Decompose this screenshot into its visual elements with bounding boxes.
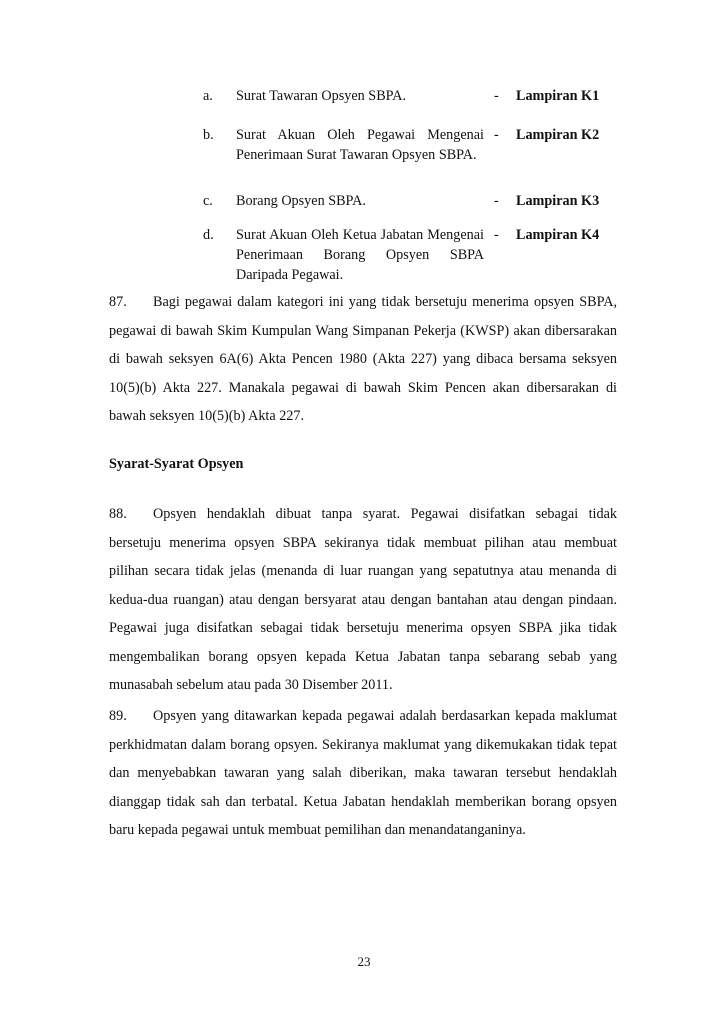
paragraph-89 bbox=[109, 702, 617, 845]
paragraph-87 bbox=[109, 288, 617, 431]
enclosure-letter: d. bbox=[203, 227, 214, 243]
enclosure-letter: b. bbox=[203, 127, 214, 143]
enclosure-letter: c. bbox=[203, 193, 213, 209]
enclosure-dash: - bbox=[494, 127, 499, 143]
enclosure-text: Surat Akuan Oleh Ketua Jabatan Mengenai Penerimaan Borang Opsyen SBPA Daripada Pegawai. bbox=[236, 227, 484, 283]
paragraph-text: Opsyen hendaklah dibuat tanpa syarat. Pegawai disifatkan sebagai tidak bersetuju menerima opsyen SBPA sekiranya tidak membuat pilihan atau membuat pilihan secara tidak jelas (menanda di luar ruangan yang sepatutnya atau menanda di kedua-dua ruangan) atau dengan bersyarat atau dengan bantahan atau dengan pindaan. Pegawai juga disifatkan sebagai tidak bersetuju menerima opsyen SBPA jika tidak mengembalikan borang opsyen kepada Ketua Jabatan tanpa sebarang sebab yang munasabah sebelum atau pada 30 Disember 2011. bbox=[109, 506, 617, 693]
enclosure-dash: - bbox=[494, 193, 499, 209]
paragraph-text: Bagi pegawai dalam kategori ini yang tidak bersetuju menerima opsyen SBPA, pegawai di bawah Skim Kumpulan Wang Simpanan Pekerja (KWSP) akan dibersarakan di bawah seksyen 6A(6) Akta Pencen 1980 (Akta 227) yang dibaca bersama seksyen 10(5)(b) Akta 227. Manakala pegawai di bawah Skim Pencen akan dibersarakan di bawah seksyen 10(5)(b) Akta 227. bbox=[109, 294, 617, 424]
enclosure-reference: Lampiran K3 bbox=[516, 193, 600, 209]
enclosure-text: Surat Tawaran Opsyen SBPA. bbox=[236, 88, 407, 104]
paragraph-number: 88. bbox=[109, 506, 127, 522]
paragraph-number: 89. bbox=[109, 708, 127, 724]
enclosure-reference: Lampiran K4 bbox=[516, 227, 600, 243]
enclosure-text: Surat Akuan Oleh Pegawai Mengenai Penerimaan Surat Tawaran Opsyen SBPA. bbox=[236, 127, 484, 163]
paragraph-text: Opsyen yang ditawarkan kepada pegawai adalah berdasarkan kepada maklumat perkhidmatan dalam borang opsyen. Sekiranya maklumat yang dikemukakan tidak tepat dan menyebabkan tawaran yang salah diberikan, maka tawaran tersebut hendaklah dianggap tidak sah dan terbatal. Ketua Jabatan hendaklah memberikan borang opsyen baru kepada pegawai untuk membuat pemilihan dan menandatanganinya. bbox=[109, 708, 617, 838]
enclosure-reference: Lampiran K2 bbox=[516, 127, 600, 143]
page-number: 23 bbox=[357, 954, 371, 969]
paragraph-number: 87. bbox=[109, 294, 127, 310]
enclosure-dash: - bbox=[494, 88, 499, 104]
section-heading: Syarat-Syarat Opsyen bbox=[109, 456, 244, 472]
enclosure-dash: - bbox=[494, 227, 499, 243]
enclosure-reference: Lampiran K1 bbox=[516, 88, 600, 104]
enclosure-letter: a. bbox=[203, 88, 213, 104]
enclosure-text: Borang Opsyen SBPA. bbox=[236, 193, 366, 209]
paragraph-88 bbox=[109, 500, 617, 700]
